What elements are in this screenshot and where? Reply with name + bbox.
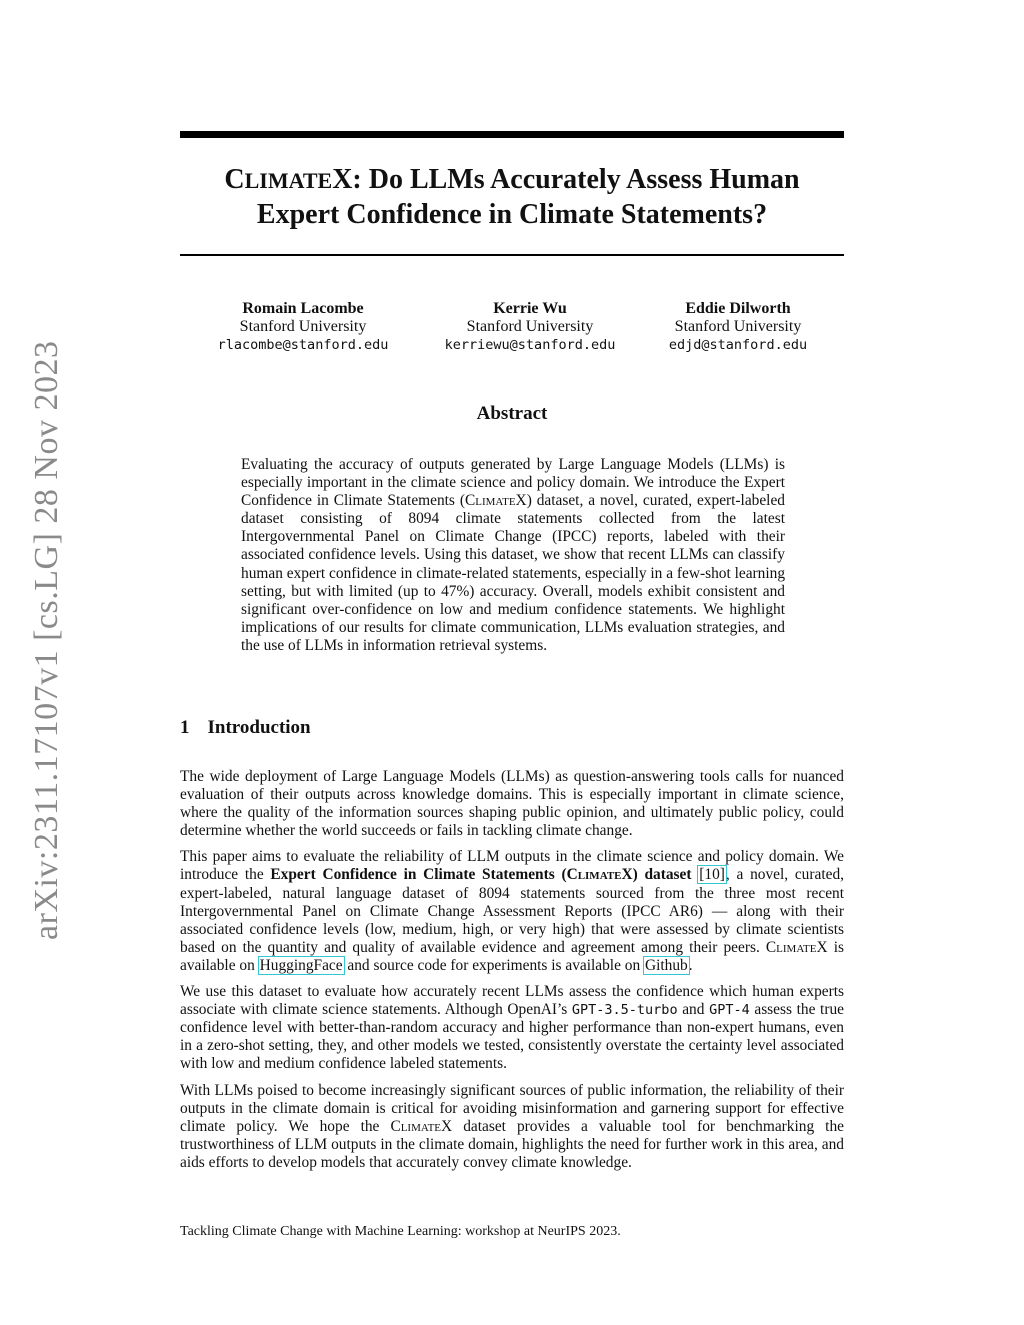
title-top-rule [180,131,844,138]
author-email: kerriewu@stanford.edu [444,337,616,353]
author-email: edjd@stanford.edu [668,337,808,353]
intro-p2-bold-b: ) dataset [632,866,692,884]
intro-p2-bold-a: Expert Confidence in Climate Statements ( [270,866,567,884]
abstract-dataset-name: ClimateX [464,492,527,510]
intro-p2-text-d: and source code for experiments is available on [343,956,644,974]
arxiv-identifier: arXiv:2311.17107v1 [cs.LG] 28 Nov 2023 [28,340,65,940]
intro-p2-bold-sc: ClimateX [566,866,633,884]
intro-p2-text-e: . [688,956,693,974]
section-title: Introduction [207,717,311,738]
author-email: rlacombe@stanford.edu [217,337,389,353]
author-1 [208,300,398,354]
author-affiliation: Stanford University [239,318,367,335]
introduction-body [180,768,844,1180]
author-name: Romain Lacombe [242,300,364,317]
citation-link[interactable]: [10] [699,866,725,884]
intro-p2-dataset-name: ClimateX [765,938,828,956]
title-line2: Expert Confidence in Climate Statements? [256,199,768,230]
title-sc-initial: C [224,164,245,195]
author-3 [658,300,818,354]
intro-p2-text-b: , a novel, curated, expert-labeled, natural language dataset of 8094 statements sourced from the three most recent Intergovernmental Panel on Climate Change Assessment Reports (IPCC AR6) — along with their associated confidence levels (low, medium, high, or very high) that were assessed by climate scientists based on the quantity and quality of available evidence and agreement among their peers. [180,866,844,956]
intro-paragraph-4 [180,1082,844,1172]
abstract-part2: ) dataset, a novel, curated, expert-labeled dataset consisting of 8094 climate statements collected from the latest Intergovernmental Panel on Climate Change (IPCC) reports, labeled with their associated confidence levels. Using this dataset, we show that recent LLMs can classify human expert confidence in climate-related statements, especially in a few-shot learning setting, but with limited (up to 47%) accuracy. Overall, models exhibit consistent and significant over-confidence on low and medium confidence statements. We highlight implications of our results for climate communication, LLMs evaluation strategies, and the use of LLMs in information retrieval systems. [241,492,786,654]
intro-p4-text-a: With LLMs poised to become increasingly significant sources of public information, the reliability of their outputs in the climate domain is critical for avoiding misinformation and garnering support for effective climate policy. We hope the [180,1081,844,1135]
section-number: 1 [180,717,190,738]
author-name: Kerrie Wu [493,300,567,317]
intro-p4-dataset-name: ClimateX [390,1117,453,1135]
abstract-heading: Abstract [476,403,548,424]
author-affiliation: Stanford University [466,318,594,335]
intro-paragraph-2 [180,848,844,975]
abstract-text [241,456,785,655]
github-link[interactable]: Github [645,956,688,974]
model-name-gpt4: GPT-4 [709,1002,750,1019]
intro-p4-text-b: dataset provides a valuable tool for benchmarking the trustworthiness of LLM outputs in the climate domain, highlights the need for further work in this area, and aids efforts to develop models that accurately convey climate knowledge. [180,1117,844,1171]
model-name-gpt35: GPT-3.5-turbo [571,1002,678,1019]
title-bottom-rule [180,254,844,256]
intro-p2-bold [270,866,691,883]
abstract-part1: Evaluating the accuracy of outputs generated by Large Language Models (LLMs) is especially important in the climate science and policy domain. We introduce the Expert Confidence in Climate Statements ( [241,456,785,510]
intro-p2-text: This paper aims to evaluate the reliability of LLM outputs in the climate science and policy domain. We introduce the [180,848,844,884]
intro-p3-text-a: We use this dataset to evaluate how accurately recent LLMs assess the confidence which human experts associate with climate science statements. Although OpenAI’s [180,983,844,1019]
paper-title [180,163,844,232]
title-sc-rest: LIMATE [244,168,333,193]
intro-paragraph-3 [180,983,844,1073]
author-2 [430,300,630,354]
intro-p2-text-c: is available on [180,938,844,974]
title-line1-rest: X: Do LLMs Accurately Assess Human [332,164,800,195]
author-name: Eddie Dilworth [685,300,791,317]
intro-p3-text-c: assess the true confidence level with better-than-random accuracy and higher performance than non-expert humans, even in a zero-shot setting, they, and other models we tested, consistently overstate the certainty level associated with low and medium confidence labeled statements. [180,1001,844,1073]
section-heading-introduction [180,717,311,739]
intro-paragraph-1: The wide deployment of Large Language Models (LLMs) as question-answering tools calls for nuanced evaluation of their outputs across knowledge domains. This is especially important in climate science, where the quality of the information sources shaping public opinion, and ultimately public policy, could determine whether the world succeeds or fails in tackling climate change. [180,768,844,840]
intro-p3-text-b: and [677,1001,710,1019]
footnote: Tackling Climate Change with Machine Learning: workshop at NeurIPS 2023. [180,1224,621,1239]
huggingface-link[interactable]: HuggingFace [259,956,343,974]
author-affiliation: Stanford University [674,318,802,335]
